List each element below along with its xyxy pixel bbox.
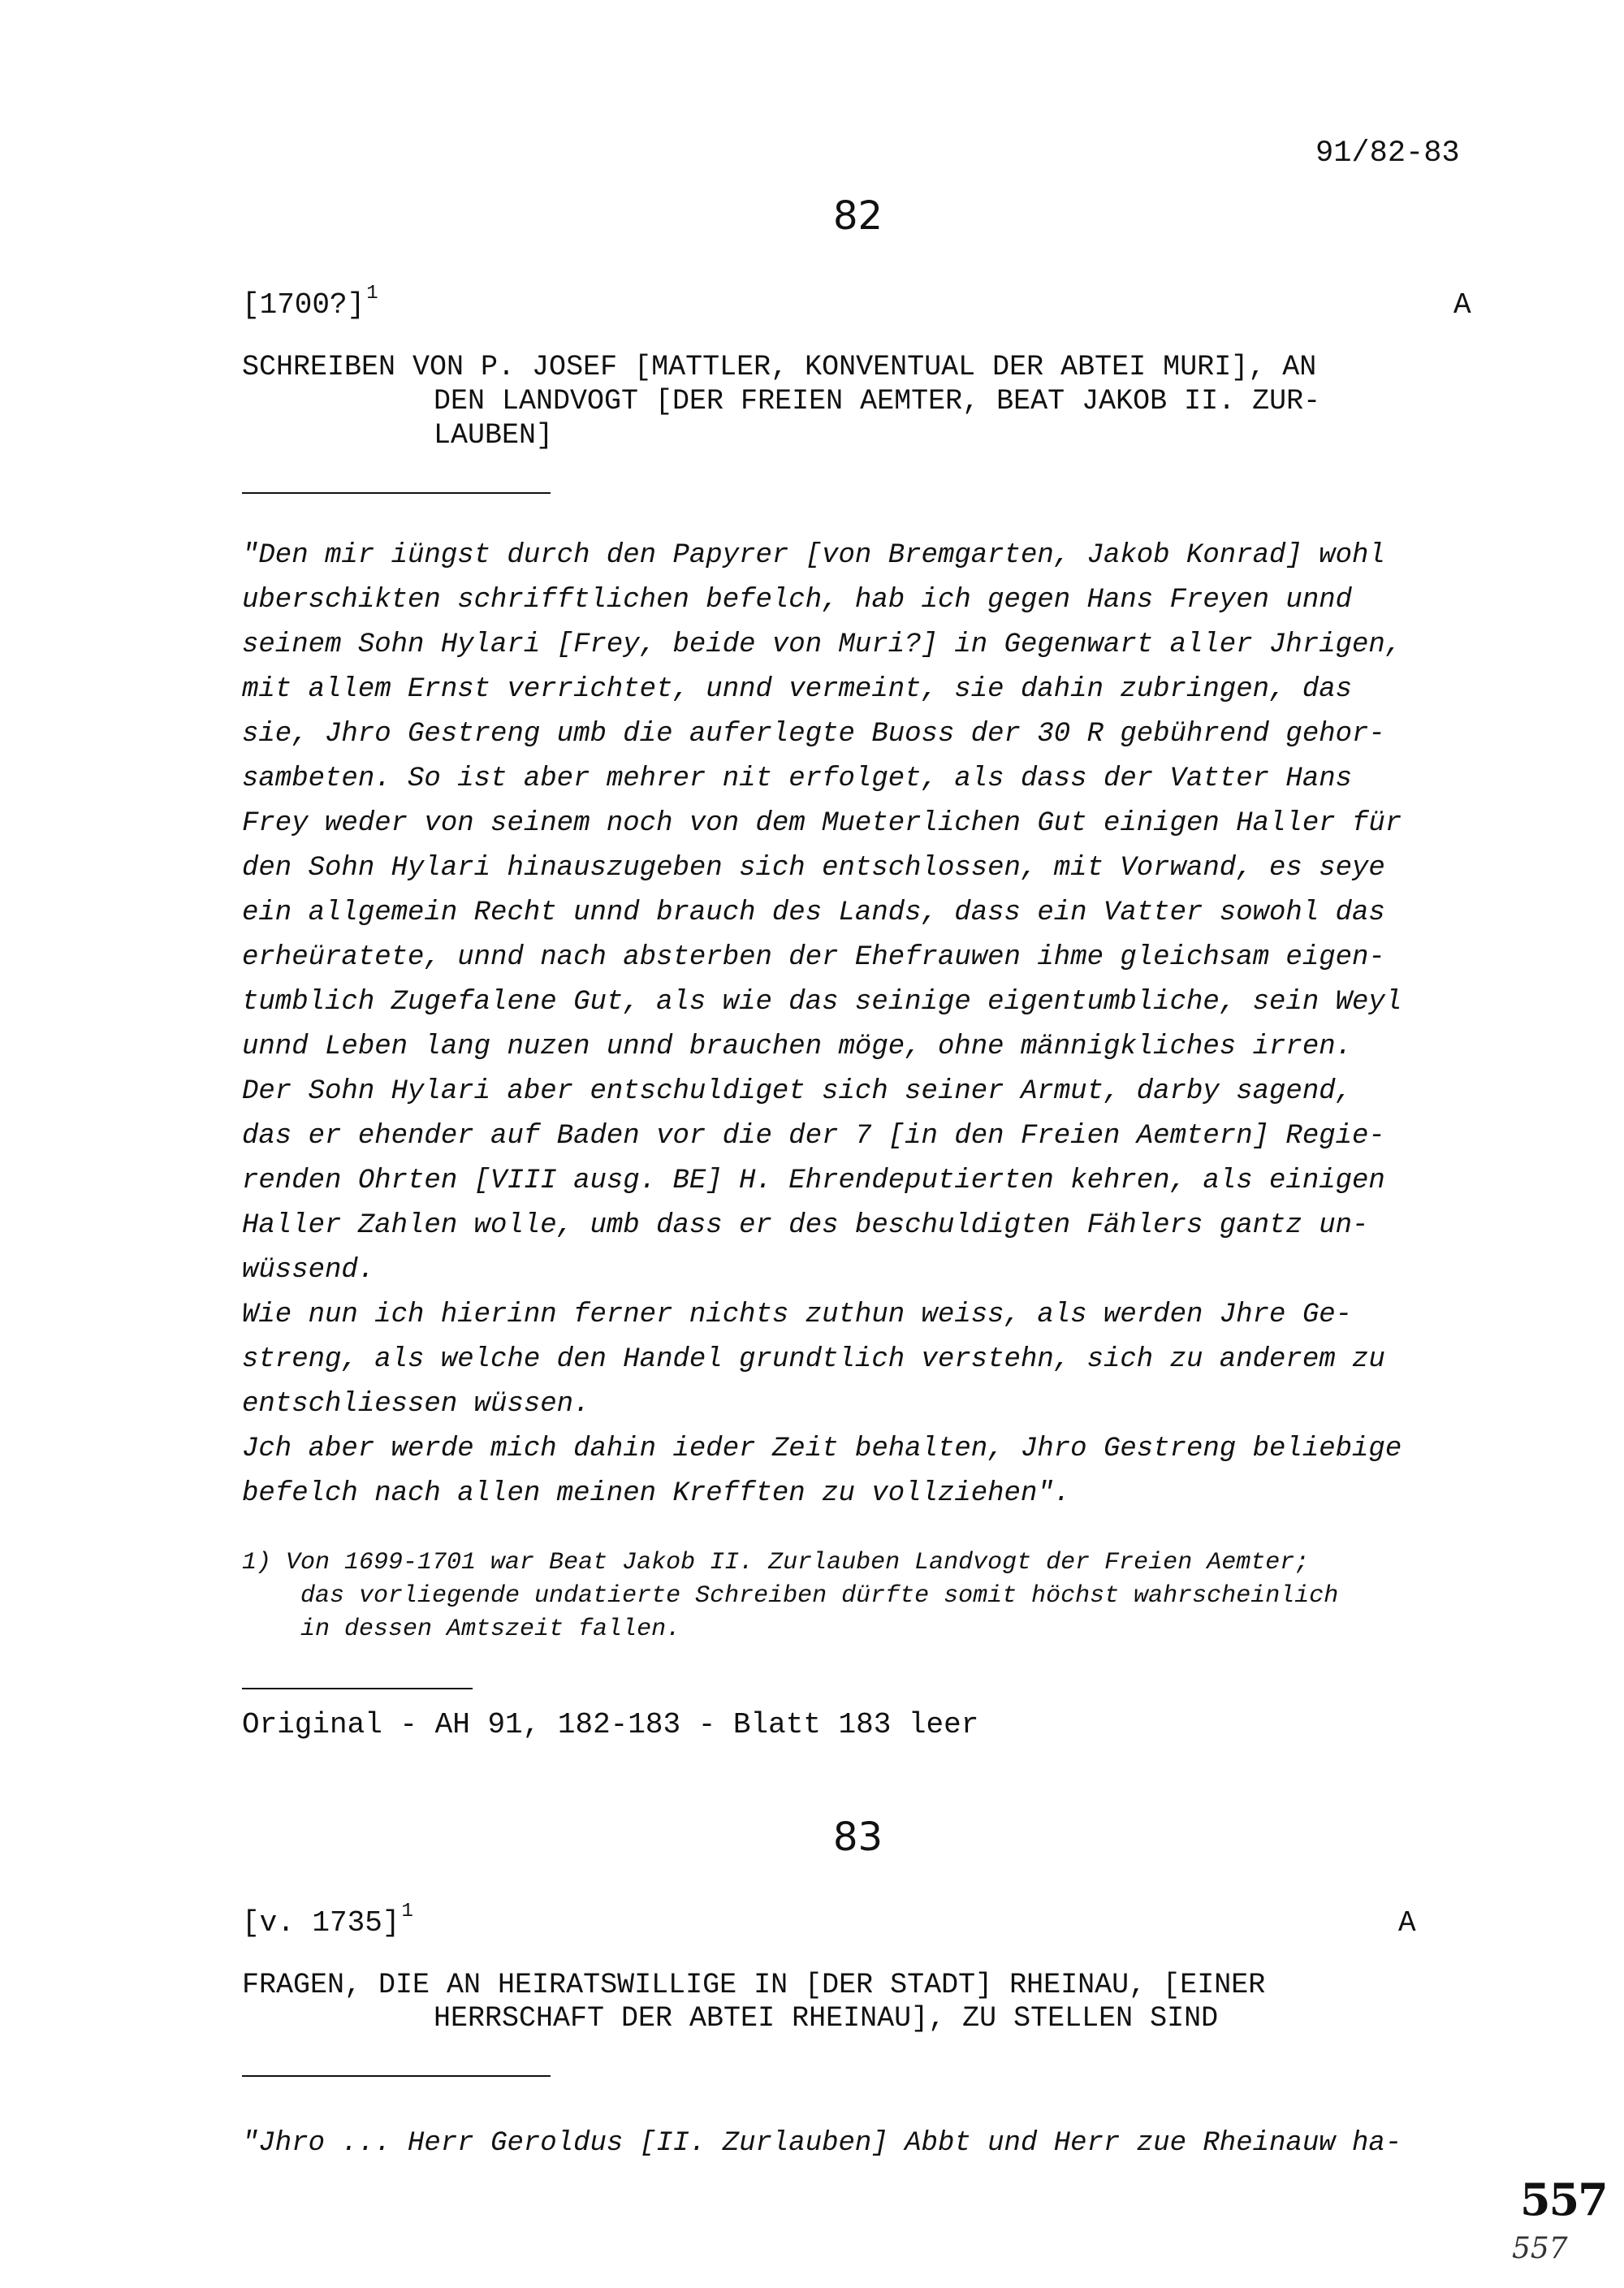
body-line: streng, als welche den Handel grundtlich verstehn, sich zu anderem zu [242, 1344, 1385, 1375]
body-line: erheüratete, unnd nach absterben der Ehefrauwen ihme gleichsam eigen- [242, 942, 1385, 973]
date-text: [1700?] [242, 288, 365, 322]
letter-body [242, 534, 1402, 1516]
footnote-line: 1) Von 1699-1701 war Beat Jakob II. Zurlauben Landvogt der Freien Aemter; [242, 1549, 1310, 1577]
footnote-marker: 1 [401, 1901, 413, 1923]
body-line: mit allem Ernst verrichtet, unnd vermeint, sie dahin zubringen, das [242, 674, 1353, 705]
body-line: ein allgemein Recht unnd brauch des Lands, dass ein Vatter sowohl das [242, 897, 1385, 928]
folio-stamp: 557 [1520, 2173, 1607, 2225]
document-title-line: HERRSCHAFT DER ABTEI RHEINAU], ZU STELLEN SIND [434, 2002, 1219, 2035]
body-line: unnd Leben lang nuzen unnd brauchen möge, ohne männigkliches irren. [242, 1032, 1353, 1062]
body-line: Frey weder von seinem noch von dem Mueterlichen Gut einigen Haller für [242, 808, 1402, 839]
body-line: Jch aber werde mich dahin ieder Zeit behalten, Jhro Gestreng beliebige [242, 1434, 1402, 1464]
body-line: sambeten. So ist aber mehrer nit erfolget, als dass der Vatter Hans [242, 763, 1353, 794]
footnote-marker: 1 [366, 283, 378, 305]
document-title-line: SCHREIBEN VON P. JOSEF [MATTLER, KONVENTUAL DER ABTEI MURI], AN [242, 351, 1317, 383]
body-line: entschliessen wüssen. [242, 1389, 590, 1420]
body-line: Der Sohn Hylari aber entschuldiget sich seiner Armut, darby sagend, [242, 1076, 1353, 1107]
body-line: Wie nun ich hierinn ferner nichts zuthun weiss, als werden Jhre Ge- [242, 1300, 1353, 1330]
source-reference: Original - AH 91, 182-183 - Blatt 183 leer [242, 1708, 979, 1741]
body-line: uberschikten schrifftlichen befelch, hab ich gegen Hans Freyen unnd [242, 585, 1353, 616]
document-grade-letter: A [1398, 1906, 1416, 1940]
document-grade-letter: A [1453, 288, 1471, 322]
body-line: renden Ohrten [VIII ausg. BE] H. Ehrendeputierten kehren, als einigen [242, 1166, 1385, 1196]
letter-body [242, 2121, 1402, 2166]
page-reference: 91/82-83 [1315, 136, 1460, 171]
body-line: tumblich Zugefalene Gut, als wie das seinige eigentumbliche, sein Weyl [242, 987, 1402, 1018]
body-line: "Jhro ... Herr Geroldus [II. Zurlauben] Abbt und Herr zue Rheinauw ha- [242, 2128, 1402, 2159]
document-date [242, 283, 378, 322]
document-number-83: 83 [833, 1814, 883, 1860]
footnote-line: das vorliegende undatierte Schreiben dürfte somit höchst wahrscheinlich [300, 1582, 1339, 1610]
document-title-line: DEN LANDVOGT [DER FREIEN AEMTER, BEAT JAKOB II. ZUR- [434, 385, 1321, 417]
date-text: [v. 1735] [242, 1906, 400, 1940]
body-line: wüssend. [242, 1255, 375, 1286]
body-line: "Den mir iüngst durch den Papyrer [von Bremgarten, Jakob Konrad] wohl [242, 540, 1385, 571]
body-line: das er ehender auf Baden vor die der 7 [in den Freien Aemtern] Regie- [242, 1121, 1385, 1152]
section-divider [242, 492, 551, 494]
footnote [242, 1546, 1338, 1646]
section-divider [242, 2075, 551, 2077]
body-line: den Sohn Hylari hinauszugeben sich entschlossen, mit Vorwand, es seye [242, 853, 1385, 884]
body-line: sie, Jhro Gestreng umb die auferlegte Buoss der 30 R gebührend gehor- [242, 719, 1385, 750]
section-divider [242, 1688, 473, 1689]
document-date [242, 1901, 413, 1940]
body-line: befelch nach allen meinen Krefften zu vollziehen". [242, 1478, 1071, 1509]
body-line: seinem Sohn Hylari [Frey, beide von Muri?] in Gegenwart aller Jhrigen, [242, 629, 1402, 660]
handwritten-folio: 557 [1512, 2232, 1568, 2265]
document-title-line: LAUBEN] [434, 419, 554, 452]
document-number-82: 82 [833, 193, 883, 239]
document-title-line: FRAGEN, DIE AN HEIRATSWILLIGE IN [DER STADT] RHEINAU, [EINER [242, 1969, 1266, 2001]
footnote-line: in dessen Amtszeit fallen. [300, 1615, 681, 1643]
body-line: Haller Zahlen wolle, umb dass er des beschuldigten Fählers gantz un- [242, 1210, 1369, 1241]
